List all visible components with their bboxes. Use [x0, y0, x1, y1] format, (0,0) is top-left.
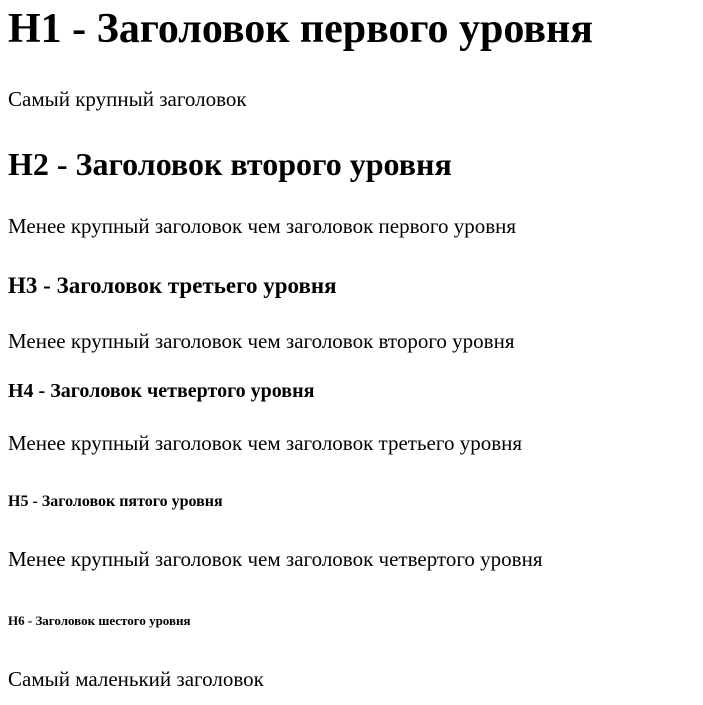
paragraph-level-1-description: Самый крупный заголовок — [8, 87, 247, 111]
heading-level-1: H1 - Заголовок первого уровня — [8, 6, 593, 52]
paragraph-level-6-description: Самый маленький заголовок — [8, 667, 264, 691]
heading-level-3: H3 - Заголовок третьего уровня — [8, 273, 337, 298]
heading-level-6: H6 - Заголовок шестого уровня — [8, 613, 191, 628]
heading-level-4: H4 - Заголовок четвертого уровня — [8, 380, 315, 402]
heading-level-2: H2 - Заголовок второго уровня — [8, 146, 452, 182]
paragraph-level-3-description: Менее крупный заголовок чем заголовок второго уровня — [8, 329, 515, 353]
heading-level-5: H5 - Заголовок пятого уровня — [8, 493, 223, 510]
paragraph-level-5-description: Менее крупный заголовок чем заголовок четвертого уровня — [8, 547, 543, 571]
paragraph-level-2-description: Менее крупный заголовок чем заголовок первого уровня — [8, 214, 517, 238]
paragraph-level-4-description: Менее крупный заголовок чем заголовок третьего уровня — [8, 431, 523, 455]
